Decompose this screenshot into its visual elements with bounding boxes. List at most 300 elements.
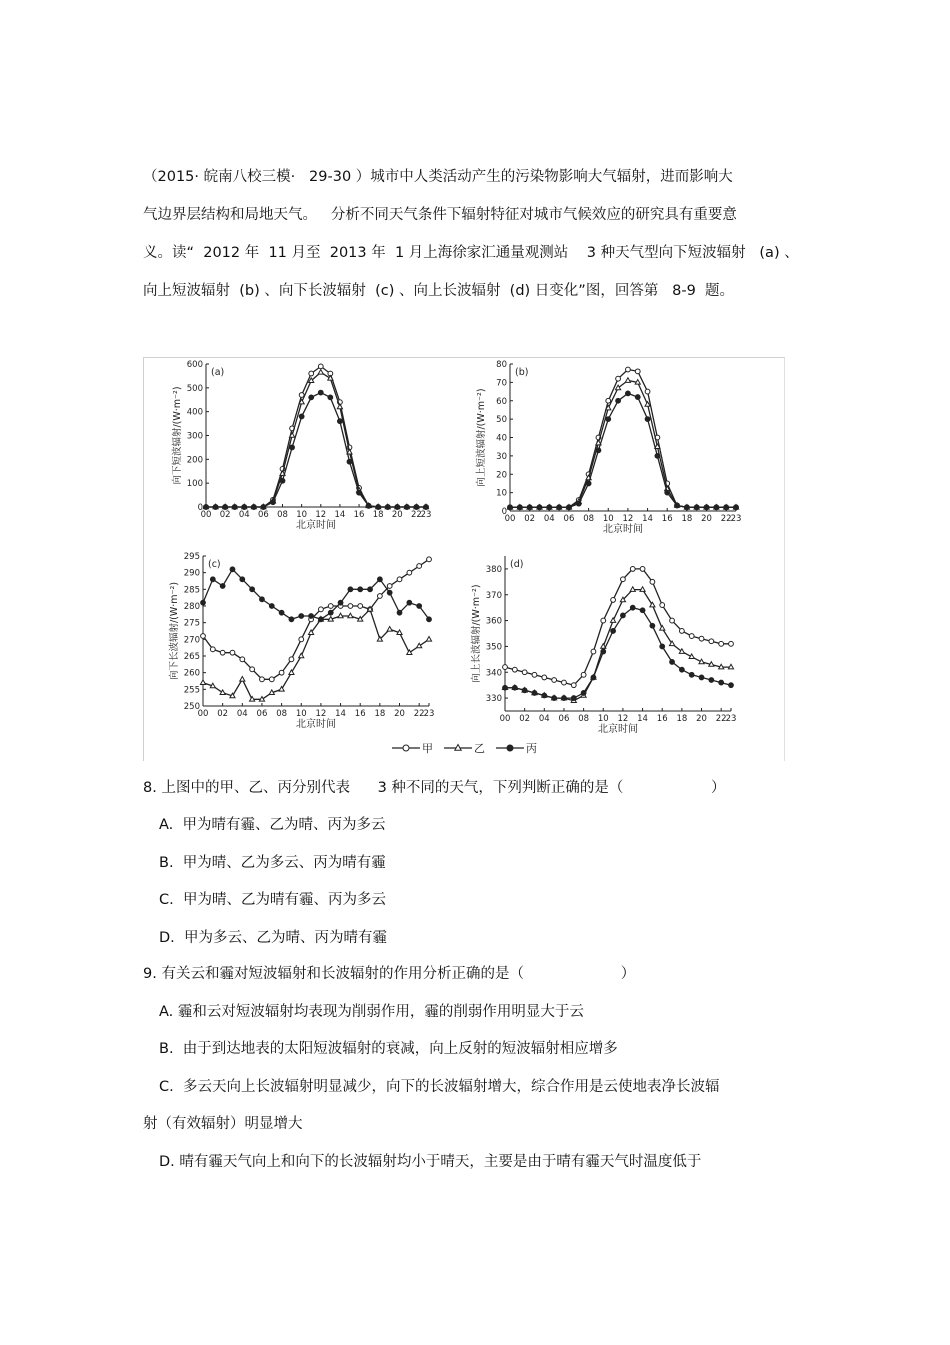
y-tick-label: 290 <box>183 568 200 579</box>
x-axis-label: 北京时间 <box>603 524 643 535</box>
x-axis-label: 北京时间 <box>296 520 336 531</box>
data-point-circle <box>679 629 684 634</box>
data-point-dot <box>576 501 581 506</box>
data-point-circle <box>571 683 576 688</box>
data-point-dot <box>542 693 547 698</box>
data-point-circle <box>289 657 294 662</box>
data-point-dot <box>348 587 353 592</box>
data-point-dot <box>606 417 611 422</box>
data-point-circle <box>522 670 527 675</box>
data-point-dot <box>694 505 699 510</box>
intro-line-3: 义。读“ 2012 年 11 月至 2013 年 1 月上海徐家汇通量观测站 3 种天气型向下短波辐射 (a) 、 <box>143 245 799 261</box>
y-axis-label: 向下长波辐射/(W·m⁻²) <box>169 581 180 681</box>
y-tick-label: 50 <box>496 415 507 426</box>
data-point-dot <box>640 608 645 613</box>
x-tick-label: 16 <box>661 514 673 524</box>
data-point-dot <box>567 505 572 510</box>
data-point-circle <box>358 604 363 609</box>
x-tick-label: 06 <box>558 714 570 724</box>
data-point-dot <box>670 660 675 665</box>
series-line-2 <box>505 608 731 698</box>
data-point-dot <box>665 490 670 495</box>
y-tick-label: 100 <box>186 479 203 490</box>
data-point-triangle <box>610 618 615 623</box>
chart-panel-3 <box>470 556 736 735</box>
data-point-dot <box>260 597 265 602</box>
data-point-dot <box>650 623 655 628</box>
data-point-dot <box>630 605 635 610</box>
data-point-circle <box>377 594 382 599</box>
data-point-circle <box>635 369 640 374</box>
data-point-dot <box>729 683 734 688</box>
intro-line-1: （2015· 皖南八校三模· 29-30 ）城市中人类活动产生的污染物影响大气辐射，进而影响大 <box>143 169 733 185</box>
data-point-circle <box>503 665 508 670</box>
data-point-dot <box>213 505 218 510</box>
x-tick-label: 00 <box>200 510 212 520</box>
y-tick-label: 200 <box>186 455 203 466</box>
data-point-dot <box>201 600 206 605</box>
data-point-dot <box>328 395 333 400</box>
data-point-dot <box>309 395 314 400</box>
data-point-dot <box>508 505 513 510</box>
x-tick-label: 20 <box>391 510 403 520</box>
intro-line-4: 向上短波辐射 (b) 、向下长波辐射 (c) 、向上长波辐射 (d) 日变化”图，回答第 8-9 题。 <box>143 283 735 299</box>
data-point-triangle <box>630 587 635 592</box>
data-point-circle <box>611 598 616 603</box>
radiation-figure <box>143 357 785 761</box>
data-point-dot <box>417 604 422 609</box>
x-tick-label: 23 <box>730 514 742 524</box>
data-point-triangle <box>250 697 255 702</box>
data-point-dot <box>562 696 567 701</box>
data-point-dot <box>299 414 304 419</box>
x-tick-label: 06 <box>256 709 268 719</box>
data-point-circle <box>562 680 567 685</box>
data-point-dot <box>269 604 274 609</box>
data-point-dot <box>527 505 532 510</box>
y-tick-label: 360 <box>485 616 502 627</box>
y-tick-label: 285 <box>183 585 200 596</box>
data-point-dot <box>319 617 324 622</box>
data-point-dot <box>655 453 660 458</box>
panel-label: (c) <box>208 559 221 570</box>
y-tick-label: 0 <box>197 503 203 513</box>
y-tick-label: 600 <box>186 360 203 370</box>
series-line-2 <box>206 393 426 507</box>
data-point-triangle <box>328 376 333 381</box>
x-tick-label: 23 <box>420 510 432 520</box>
x-tick-label: 14 <box>642 514 653 524</box>
y-tick-label: 500 <box>186 383 203 394</box>
y-tick-label: 0 <box>501 507 507 517</box>
data-point-circle <box>269 677 274 682</box>
x-tick-label: 04 <box>236 709 248 719</box>
data-point-dot <box>279 610 284 615</box>
x-tick-label: 02 <box>519 714 531 724</box>
data-point-triangle <box>299 653 304 658</box>
data-point-dot <box>407 600 412 605</box>
x-tick-label: 22 <box>413 709 425 719</box>
data-point-circle <box>621 577 626 582</box>
question-9-option-b: B. 由于到达地表的太阳短波辐射的衰减，向上反射的短波辐射相应增多 <box>159 1041 618 1057</box>
x-tick-label: 10 <box>295 709 307 719</box>
x-tick-label: 14 <box>335 709 346 719</box>
x-tick-label: 18 <box>676 714 688 724</box>
data-point-circle <box>650 579 655 584</box>
data-point-dot <box>675 503 680 508</box>
data-point-circle <box>230 650 235 655</box>
data-point-triangle <box>220 690 225 695</box>
data-point-triangle <box>728 664 733 669</box>
data-point-triangle <box>387 627 392 632</box>
y-tick-label: 330 <box>485 694 502 705</box>
data-point-dot <box>230 567 235 572</box>
data-point-dot <box>280 478 285 483</box>
data-point-triangle <box>426 637 431 642</box>
x-tick-label: 18 <box>374 709 386 719</box>
data-point-dot <box>251 505 256 510</box>
data-point-circle <box>606 398 611 403</box>
data-point-triangle <box>719 664 724 669</box>
data-point-circle <box>532 672 537 677</box>
data-point-triangle <box>660 626 665 631</box>
x-tick-label: 16 <box>354 709 366 719</box>
legend-marker-circle <box>403 745 409 751</box>
data-point-circle <box>427 557 432 562</box>
data-point-dot <box>635 395 640 400</box>
y-tick-label: 260 <box>183 668 200 679</box>
data-point-circle <box>210 647 215 652</box>
x-tick-label: 18 <box>372 510 384 520</box>
data-point-dot <box>684 505 689 510</box>
data-point-dot <box>358 587 363 592</box>
data-point-dot <box>557 505 562 510</box>
data-point-triangle <box>348 613 353 618</box>
series-line-0 <box>203 559 429 679</box>
y-tick-label: 30 <box>496 451 507 462</box>
data-point-circle <box>319 607 324 612</box>
data-point-dot <box>503 685 508 690</box>
chart-panel-0 <box>171 360 431 531</box>
x-tick-label: 14 <box>334 510 346 520</box>
x-tick-label: 04 <box>543 514 555 524</box>
data-point-triangle <box>269 690 274 695</box>
data-point-dot <box>357 490 362 495</box>
series-line-1 <box>510 381 736 508</box>
data-point-dot <box>377 577 382 582</box>
data-point-circle <box>240 657 245 662</box>
x-tick-label: 08 <box>583 514 595 524</box>
data-point-circle <box>299 393 304 398</box>
data-point-dot <box>626 391 631 396</box>
data-point-dot <box>338 600 343 605</box>
question-9-option-d: D. 晴有霾天气向上和向下的长波辐射均小于晴天，主要是由于晴有霾天气时温度低于 <box>159 1154 702 1170</box>
data-point-triangle <box>689 654 694 659</box>
data-point-circle <box>220 650 225 655</box>
data-point-dot <box>714 505 719 510</box>
x-tick-label: 00 <box>499 714 511 724</box>
x-tick-label: 22 <box>715 714 727 724</box>
y-tick-label: 340 <box>485 668 502 679</box>
y-tick-label: 270 <box>183 635 200 646</box>
data-point-circle <box>201 634 206 639</box>
data-point-dot <box>581 691 586 696</box>
data-point-dot <box>537 505 542 510</box>
data-point-dot <box>679 667 684 672</box>
data-point-triangle <box>318 370 323 375</box>
data-point-circle <box>309 371 314 376</box>
data-point-dot <box>660 644 665 649</box>
y-tick-label: 250 <box>183 702 200 712</box>
x-tick-label: 06 <box>563 514 575 524</box>
data-point-dot <box>368 587 373 592</box>
data-point-dot <box>299 614 304 619</box>
y-tick-label: 400 <box>186 407 203 418</box>
y-tick-label: 60 <box>496 396 507 407</box>
data-point-circle <box>250 667 255 672</box>
data-point-circle <box>630 567 635 572</box>
data-point-circle <box>581 672 586 677</box>
data-point-dot <box>242 505 247 510</box>
data-point-dot <box>271 500 276 505</box>
y-axis-label: 向下短波辐射/(W·m⁻²) <box>172 386 183 485</box>
series-line-1 <box>203 609 429 699</box>
data-point-circle <box>542 675 547 680</box>
data-point-circle <box>729 641 734 646</box>
x-tick-label: 22 <box>720 514 732 524</box>
x-tick-label: 00 <box>197 709 209 719</box>
data-point-dot <box>596 448 601 453</box>
data-point-triangle <box>417 643 422 648</box>
data-point-triangle <box>640 587 645 592</box>
data-point-dot <box>719 680 724 685</box>
data-point-triangle <box>328 617 333 622</box>
data-point-triangle <box>337 404 342 409</box>
panel-label: (a) <box>211 367 225 378</box>
y-tick-label: 370 <box>485 590 502 601</box>
data-point-dot <box>232 505 237 510</box>
data-point-dot <box>427 617 432 622</box>
x-tick-label: 00 <box>504 514 516 524</box>
data-point-dot <box>289 617 294 622</box>
data-point-circle <box>699 636 704 641</box>
y-tick-label: 255 <box>183 685 200 696</box>
data-point-circle <box>645 389 650 394</box>
question-8-option-b: B. 甲为晴、乙为多云、丙为晴有霾 <box>159 855 386 871</box>
data-point-dot <box>387 590 392 595</box>
series-line-0 <box>206 366 426 507</box>
legend-label-2: 丙 <box>526 742 537 755</box>
x-tick-label: 04 <box>538 714 550 724</box>
data-point-triangle <box>200 680 205 685</box>
y-tick-label: 275 <box>183 618 200 629</box>
data-point-circle <box>318 364 323 369</box>
data-point-dot <box>532 691 537 696</box>
data-point-circle <box>616 376 621 381</box>
panel-label: (b) <box>515 367 529 378</box>
y-axis-label: 向上长波辐射/(W·m⁻²) <box>471 584 482 683</box>
question-8-option-d: D. 甲为多云、乙为晴、丙为晴有霾 <box>159 930 387 946</box>
data-point-triangle <box>338 613 343 618</box>
data-point-dot <box>250 587 255 592</box>
data-point-triangle <box>709 662 714 667</box>
data-point-circle <box>689 634 694 639</box>
x-tick-label: 20 <box>701 514 712 524</box>
data-point-circle <box>670 618 675 623</box>
x-tick-label: 12 <box>315 709 327 719</box>
y-tick-label: 80 <box>496 360 507 370</box>
data-point-dot <box>204 505 209 510</box>
data-point-dot <box>699 675 704 680</box>
data-point-dot <box>586 481 591 486</box>
data-point-dot <box>591 675 596 680</box>
chart-panel-1 <box>475 360 741 535</box>
data-point-dot <box>318 390 323 395</box>
data-point-dot <box>220 584 225 589</box>
y-tick-label: 295 <box>183 552 200 562</box>
data-point-dot <box>547 505 552 510</box>
series-line-2 <box>510 393 736 507</box>
data-point-circle <box>719 641 724 646</box>
x-tick-label: 23 <box>423 709 435 719</box>
data-point-circle <box>348 604 353 609</box>
x-tick-label: 16 <box>353 510 365 520</box>
data-point-circle <box>279 670 284 675</box>
data-point-dot <box>395 505 400 510</box>
y-tick-label: 70 <box>496 378 507 389</box>
data-point-dot <box>414 505 419 510</box>
x-tick-label: 12 <box>622 514 634 524</box>
legend-label-0: 甲 <box>422 742 433 755</box>
chart-legend <box>392 742 537 755</box>
x-tick-label: 18 <box>681 514 693 524</box>
data-point-dot <box>366 503 371 508</box>
question-9-stem: 9. 有关云和霾对短波辐射和长波辐射的作用分析正确的是（ ） <box>143 966 636 982</box>
x-tick-label: 10 <box>597 714 609 724</box>
x-tick-label: 16 <box>656 714 668 724</box>
data-point-dot <box>261 505 266 510</box>
data-point-triangle <box>625 378 630 383</box>
y-tick-label: 265 <box>183 652 200 662</box>
data-point-dot <box>621 613 626 618</box>
data-point-dot <box>734 505 739 510</box>
data-point-dot <box>424 505 429 510</box>
data-point-circle <box>709 639 714 644</box>
data-point-circle <box>552 678 557 683</box>
legend-label-1: 乙 <box>474 742 485 755</box>
legend-marker-triangle <box>455 745 461 751</box>
data-point-dot <box>645 417 650 422</box>
x-tick-label: 02 <box>219 510 231 520</box>
x-tick-label: 08 <box>277 510 288 520</box>
data-point-dot <box>724 505 729 510</box>
data-point-dot <box>571 696 576 701</box>
data-point-circle <box>407 570 412 575</box>
x-axis-label: 北京时间 <box>598 724 638 735</box>
data-point-dot <box>328 610 333 615</box>
question-9-option-c-continued: 射（有效辐射）明显增大 <box>143 1116 303 1132</box>
data-point-dot <box>210 577 215 582</box>
y-tick-label: 300 <box>186 431 203 442</box>
data-point-dot <box>611 629 616 634</box>
y-axis-label: 向上短波辐射/(W·m⁻²) <box>476 388 487 487</box>
data-point-dot <box>512 685 517 690</box>
data-point-triangle <box>259 697 264 702</box>
x-tick-label: 14 <box>637 714 648 724</box>
data-point-dot <box>552 696 557 701</box>
data-point-circle <box>640 567 645 572</box>
data-point-circle <box>260 677 265 682</box>
x-tick-label: 06 <box>257 510 269 520</box>
y-tick-label: 20 <box>496 470 507 481</box>
series-line-0 <box>505 569 731 685</box>
data-point-circle <box>417 564 422 569</box>
data-point-dot <box>385 505 390 510</box>
question-8-option-a: A. 甲为晴有霾、乙为晴、丙为多云 <box>159 817 386 833</box>
x-tick-label: 02 <box>524 514 536 524</box>
data-point-dot <box>376 505 381 510</box>
y-tick-label: 10 <box>496 488 507 499</box>
data-point-triangle <box>210 683 215 688</box>
series-line-1 <box>505 590 731 701</box>
x-tick-label: 20 <box>394 709 405 719</box>
x-tick-label: 12 <box>315 510 327 520</box>
question-9-option-c: C. 多云天向上长波辐射明显减少，向下的长波辐射增大，综合作用是云使地表净长波辐 <box>159 1079 720 1095</box>
y-tick-label: 40 <box>496 433 507 444</box>
data-point-dot <box>709 678 714 683</box>
data-point-dot <box>616 398 621 403</box>
data-point-dot <box>517 505 522 510</box>
data-point-dot <box>223 505 228 510</box>
question-8-option-c: C. 甲为晴、乙为晴有霾、丙为多云 <box>159 892 386 908</box>
data-point-circle <box>397 577 402 582</box>
data-point-circle <box>328 604 333 609</box>
series-line-2 <box>203 569 429 619</box>
x-tick-label: 08 <box>578 714 590 724</box>
data-point-dot <box>404 505 409 510</box>
x-tick-label: 04 <box>238 510 250 520</box>
x-tick-label: 20 <box>696 714 707 724</box>
data-point-circle <box>626 367 631 372</box>
x-tick-label: 22 <box>411 510 422 520</box>
x-tick-label: 08 <box>276 709 288 719</box>
x-tick-label: 23 <box>725 714 737 724</box>
data-point-circle <box>299 637 304 642</box>
x-tick-label: 10 <box>296 510 308 520</box>
data-point-dot <box>347 459 352 464</box>
data-point-circle <box>660 603 665 608</box>
y-tick-label: 280 <box>183 602 200 612</box>
legend-marker-dot <box>507 745 513 751</box>
data-point-circle <box>601 618 606 623</box>
data-point-triangle <box>397 630 402 635</box>
series-line-0 <box>510 370 736 508</box>
y-tick-label: 350 <box>485 642 502 653</box>
question-9-option-a: A. 霾和云对短波辐射均表现为削弱作用，霾的削弱作用明显大于云 <box>159 1004 584 1020</box>
chart-panel-2 <box>168 552 434 730</box>
x-tick-label: 10 <box>602 514 614 524</box>
data-point-circle <box>387 584 392 589</box>
x-axis-label: 北京时间 <box>296 719 336 730</box>
data-point-circle <box>512 667 517 672</box>
panel-label: (d) <box>510 559 524 570</box>
data-point-dot <box>522 688 527 693</box>
y-tick-label: 380 <box>485 564 502 575</box>
data-point-triangle <box>635 380 640 385</box>
data-point-dot <box>290 445 295 450</box>
data-point-dot <box>689 672 694 677</box>
data-point-dot <box>338 419 343 424</box>
